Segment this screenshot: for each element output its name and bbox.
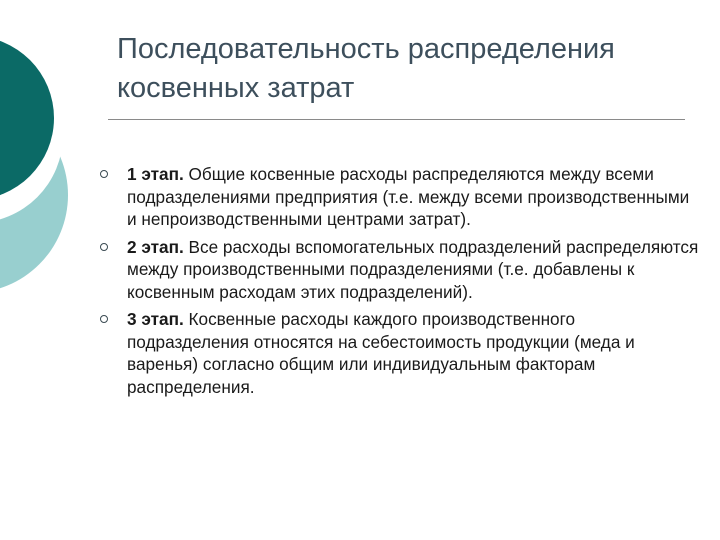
stage-text: Косвенные расходы каждого производственного подразделения относятся на себестоимость продукции (меда и варенья) согласно общим или индивидуальным факторам распределения. <box>127 309 635 397</box>
circle-bullet-icon <box>100 170 108 178</box>
bullet-item-stage-2 <box>100 236 700 304</box>
bullet-item-stage-1 <box>100 163 700 231</box>
slide-title <box>117 30 697 108</box>
circle-bullet-icon <box>100 315 108 323</box>
title-line-2: косвенных затрат <box>117 72 355 104</box>
stage-text: Все расходы вспомогательных подразделений распределяются между производственными подразделениями (т.е. добавлены к косвенным расходам этих подразделений). <box>127 236 699 302</box>
circle-bullet-icon <box>100 243 108 251</box>
title-line-1: Последовательность распределения <box>117 33 615 65</box>
stage-text: Общие косвенные расходы распределяются между всеми подразделениями предприятия (т.е. между всеми производственными и непроизводственными центрами затрат). <box>127 164 690 229</box>
stage-label: 2 этап. <box>127 236 184 257</box>
stage-label: 3 этап. <box>127 309 184 329</box>
stage-label: 1 этап. <box>127 164 184 184</box>
bullet-list <box>100 163 700 403</box>
title-divider <box>108 119 685 120</box>
bullet-item-stage-3 <box>100 308 700 398</box>
